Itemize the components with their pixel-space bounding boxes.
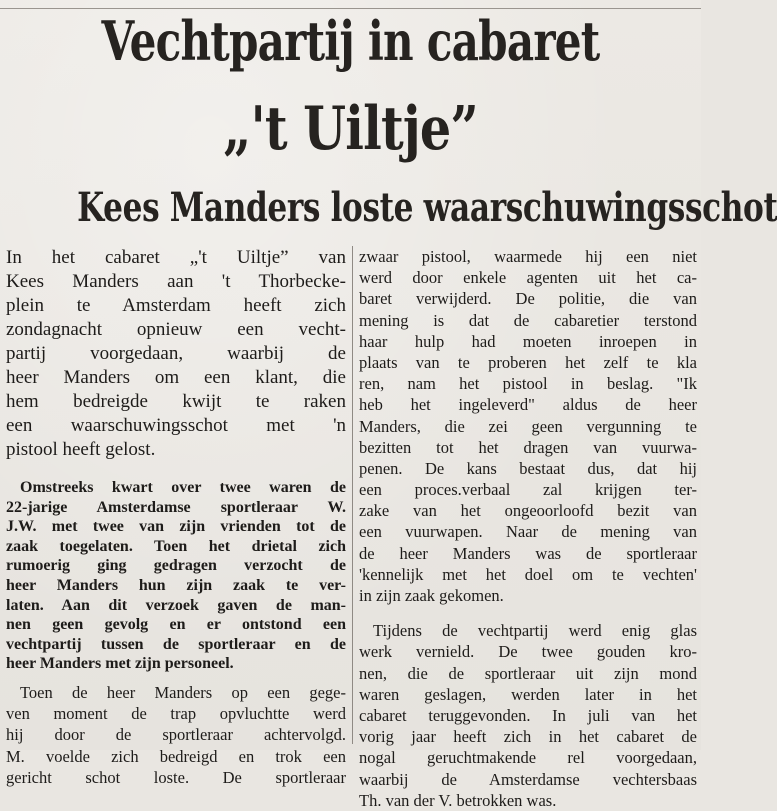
body-line: plaats van te proberen het zelf te kla [359, 352, 697, 372]
headline-line-1: Vechtpartij in cabaret [101, 9, 600, 73]
article-column-right [359, 246, 697, 811]
body-line: de heer Manders was de sportleraar [359, 543, 697, 563]
body-line: Tijdens de vechtpartij werd enig glas [373, 621, 697, 641]
body-line: mening is dat de cabaretier terstond [359, 310, 697, 330]
body-line: zwaar pistool, waarmede hij een niet [359, 247, 697, 266]
body-line: werd door enkele agenten uit het ca- [359, 268, 697, 288]
bold-line: heer Manders hun zijn zaak te ver- [6, 576, 346, 594]
body-line: zake van het ongeoorloofd bezit van [359, 501, 697, 521]
subheadline: Kees Manders loste waarschuwingsschot [77, 184, 777, 231]
lead-paragraph [6, 246, 346, 462]
body-paragraph-left [6, 682, 346, 788]
bold-line: zaak toegelaten. Toen het drietal zich [6, 537, 346, 555]
bold-line: vechtpartij tussen de sportleraar en de [6, 635, 346, 653]
lead-line: heer Manders om een klant, die [6, 367, 346, 388]
lead-line: Kees Manders aan 't Thorbecke- [6, 271, 346, 292]
body-line: 'kennelijk met het doel om te vechten' [359, 564, 697, 584]
bold-line: heer Manders met zijn personeel. [6, 655, 234, 673]
body-line: baret verwijderd. De politie, die van [359, 289, 697, 309]
body-line: gericht schot loste. De sportleraar [6, 767, 346, 787]
lead-line: partij voorgedaan, waarbij de [6, 343, 346, 364]
body-line: M. voelde zich bedreigd en trok een [6, 746, 346, 766]
bold-line: 22-jarige Amsterdamse sportleraar W. [6, 498, 346, 516]
body-line: waren geslagen, werden later in het [359, 684, 697, 704]
body-line: ren, nam het pistool in beslag. "Ik [359, 374, 697, 394]
body-line: cabaret teruggevonden. In juli van het [359, 705, 697, 725]
body-line: vorig jaar heeft zich in het cabaret de [359, 727, 697, 747]
body-line: een proces.verbaal zal krijgen ter- [359, 480, 697, 500]
bold-line: rumoerig ging gedragen verzocht de [6, 557, 346, 575]
body-paragraph-right-2 [359, 620, 697, 811]
body-line: Manders, die zei geen vergunning te [359, 416, 697, 436]
lead-line: plein te Amsterdam heeft zich [6, 295, 346, 316]
bold-line: Omstreeks kwart over twee waren de [20, 479, 346, 496]
lead-line: zondagnacht opnieuw een vecht- [6, 319, 346, 340]
body-line: Toen de heer Manders op een gege- [20, 682, 346, 702]
body-line: een vuurwapen. Naar de mening van [359, 522, 697, 542]
bold-paragraph [6, 478, 346, 674]
lead-line: pistool heeft gelost. [6, 439, 156, 460]
bold-line: laten. Aan dit verzoek gaven de man- [6, 596, 346, 614]
body-line: haar hulp had moeten inroepen in [359, 331, 697, 351]
article-column-left [6, 246, 346, 788]
paragraph-gap [6, 462, 346, 478]
body-line: waarbij de Amsterdamse vechtersbaas [359, 769, 697, 789]
lead-line: In het cabaret „'t Uiltje” van [6, 247, 346, 268]
lead-line: een waarschuwingsschot met 'n [6, 415, 346, 436]
body-line: nen, die de sportleraar uit zijn mond [359, 663, 697, 683]
lead-line: hem bedreigde kwijt te raken [6, 391, 346, 412]
body-line: nogal geruchtmakende rel voorgedaan, [359, 748, 697, 768]
body-line: in zijn zaak gekomen. [359, 586, 504, 605]
body-line: bezitten tot het dragen van vuurwa- [359, 437, 697, 457]
body-line: heb het ingeleverd" aldus de heer [359, 395, 697, 415]
body-line: penen. De kans bestaat dus, dat hij [359, 458, 697, 478]
bold-line: J.W. met twee van zijn vrienden tot de [6, 518, 346, 536]
body-line: werk vernield. De twee gouden kro- [359, 642, 697, 662]
paragraph-gap [359, 606, 697, 620]
body-paragraph-right-1 [359, 246, 697, 606]
body-line: hij door de sportleraar achtervolgd. [6, 725, 346, 745]
bold-line: nen geen gevolg en er ontstond een [6, 616, 346, 634]
column-divider [352, 246, 353, 744]
body-line: ven moment de trap opvluchtte werd [6, 704, 346, 724]
paragraph-gap [6, 674, 346, 682]
top-rule [0, 0, 701, 9]
body-line: Th. van der V. betrokken was. [359, 790, 557, 810]
headline-line-2: „'t Uiltje” [223, 94, 478, 164]
